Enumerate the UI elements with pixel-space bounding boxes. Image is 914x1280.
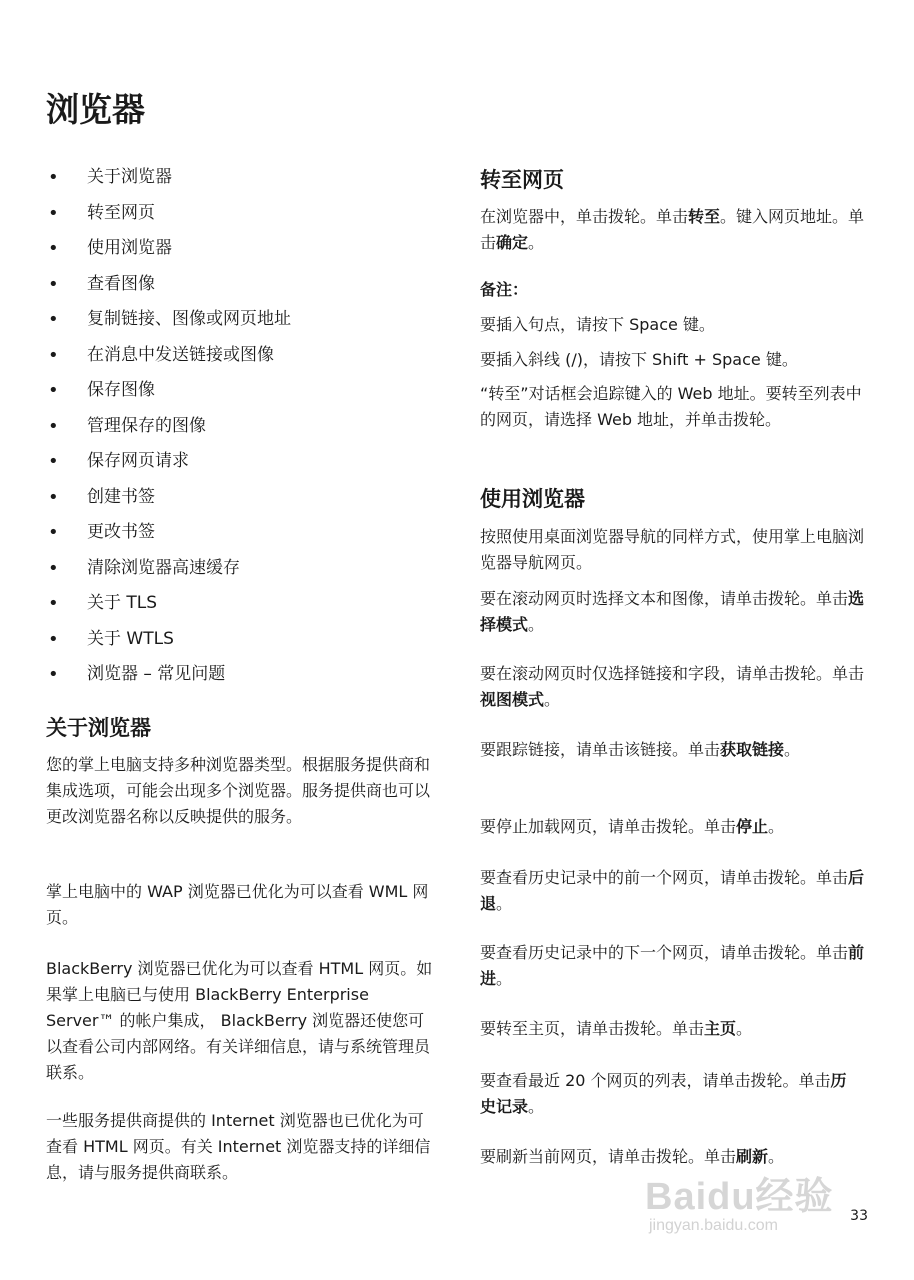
- baidu-watermark: [645, 1165, 860, 1245]
- topic-item[interactable]: • 转至网页: [48, 196, 448, 232]
- page-number: 33: [850, 1208, 868, 1224]
- topic-item[interactable]: • 关于浏览器: [48, 160, 448, 196]
- topic-item[interactable]: • 在消息中发送链接或图像: [48, 338, 448, 374]
- about-paragraph-4: 一些服务提供商提供的 Internet 浏览器也已优化为可查看 HTML 网页。有关 Internet 浏览器支持的详细信息，请与服务提供商联系。: [46, 1111, 431, 1182]
- use-item: 要查看历史记录中的前一个网页，请单击拨轮。单击后退。: [480, 868, 865, 913]
- about-paragraph-2: 掌上电脑中的 WAP 浏览器已优化为可以查看 WML 网页。: [46, 882, 429, 927]
- topic-item[interactable]: • 保存图像: [48, 373, 448, 409]
- topic-item[interactable]: • 管理保存的图像: [48, 409, 448, 445]
- note-1: 要插入句点，请按下 Space 键。: [480, 315, 715, 334]
- use-item: 要在滚动网页时选择文本和图像，请单击拨轮。单击选择模式。: [480, 589, 865, 634]
- about-paragraph-1: 您的掌上电脑支持多种浏览器类型。根据服务提供商和集成选项，可能会出现多个浏览器。服务提供商也可以更改浏览器名称以反映提供的服务。: [46, 755, 431, 826]
- goto-paragraph: 在浏览器中，单击拨轮。单击转至。键入网页地址。单击确定。: [480, 207, 865, 252]
- goto-heading: 转至网页: [480, 168, 564, 192]
- topic-item[interactable]: • 复制链接、图像或网页地址: [48, 302, 448, 338]
- topic-item[interactable]: • 使用浏览器: [48, 231, 448, 267]
- use-item: 要在滚动网页时仅选择链接和字段，请单击拨轮。单击视图模式。: [480, 664, 865, 709]
- note-label: 备注：: [480, 280, 529, 299]
- use-item: 要查看历史记录中的下一个网页，请单击拨轮。单击前进。: [480, 943, 865, 988]
- note-2: 要插入斜线 (/)，请按下 Shift + Space 键。: [480, 350, 798, 369]
- topic-item[interactable]: • 更改书签: [48, 515, 448, 551]
- watermark-logo: Baidu经验: [645, 1176, 834, 1218]
- topic-list: [48, 160, 448, 693]
- use-item: 要刷新当前网页，请单击拨轮。单击刷新。: [480, 1147, 785, 1166]
- topic-item[interactable]: • 创建书签: [48, 480, 448, 516]
- topic-item[interactable]: • 清除浏览器高速缓存: [48, 551, 448, 587]
- topic-item[interactable]: • 关于 TLS: [48, 586, 448, 622]
- about-paragraph-3: BlackBerry 浏览器已优化为可以查看 HTML 网页。如果掌上电脑已与使用 BlackBerry Enterprise Server™ 的帐户集成， BlackBerry 浏览器还使您可以查看公司内部网络。有关详细信息，请与系统管理员联系。: [46, 959, 433, 1082]
- use-item: 要查看最近 20 个网页的列表，请单击拨轮。单击历史记录。: [480, 1071, 847, 1116]
- use-item: 要跟踪链接，请单击该链接。单击获取链接。: [480, 740, 801, 759]
- note-3: “转至”对话框会追踪键入的 Web 地址。要转至列表中的网页，请选择 Web 地址，并单击拨轮。: [480, 384, 862, 429]
- use-item: 要停止加载网页，请单击拨轮。单击停止。: [480, 817, 785, 836]
- use-intro: 按照使用桌面浏览器导航的同样方式，使用掌上电脑浏览器导航网页。: [480, 527, 865, 572]
- about-heading: 关于浏览器: [46, 716, 151, 740]
- topic-item[interactable]: • 保存网页请求: [48, 444, 448, 480]
- watermark-url: jingyan.baidu.com: [649, 1217, 778, 1234]
- use-heading: 使用浏览器: [480, 487, 585, 511]
- topic-item[interactable]: • 浏览器 – 常见问题: [48, 657, 448, 693]
- topic-item[interactable]: • 查看图像: [48, 267, 448, 303]
- use-item: 要转至主页，请单击拨轮。单击主页。: [480, 1019, 753, 1038]
- topic-item[interactable]: • 关于 WTLS: [48, 622, 448, 658]
- page-title: 浏览器: [46, 90, 145, 129]
